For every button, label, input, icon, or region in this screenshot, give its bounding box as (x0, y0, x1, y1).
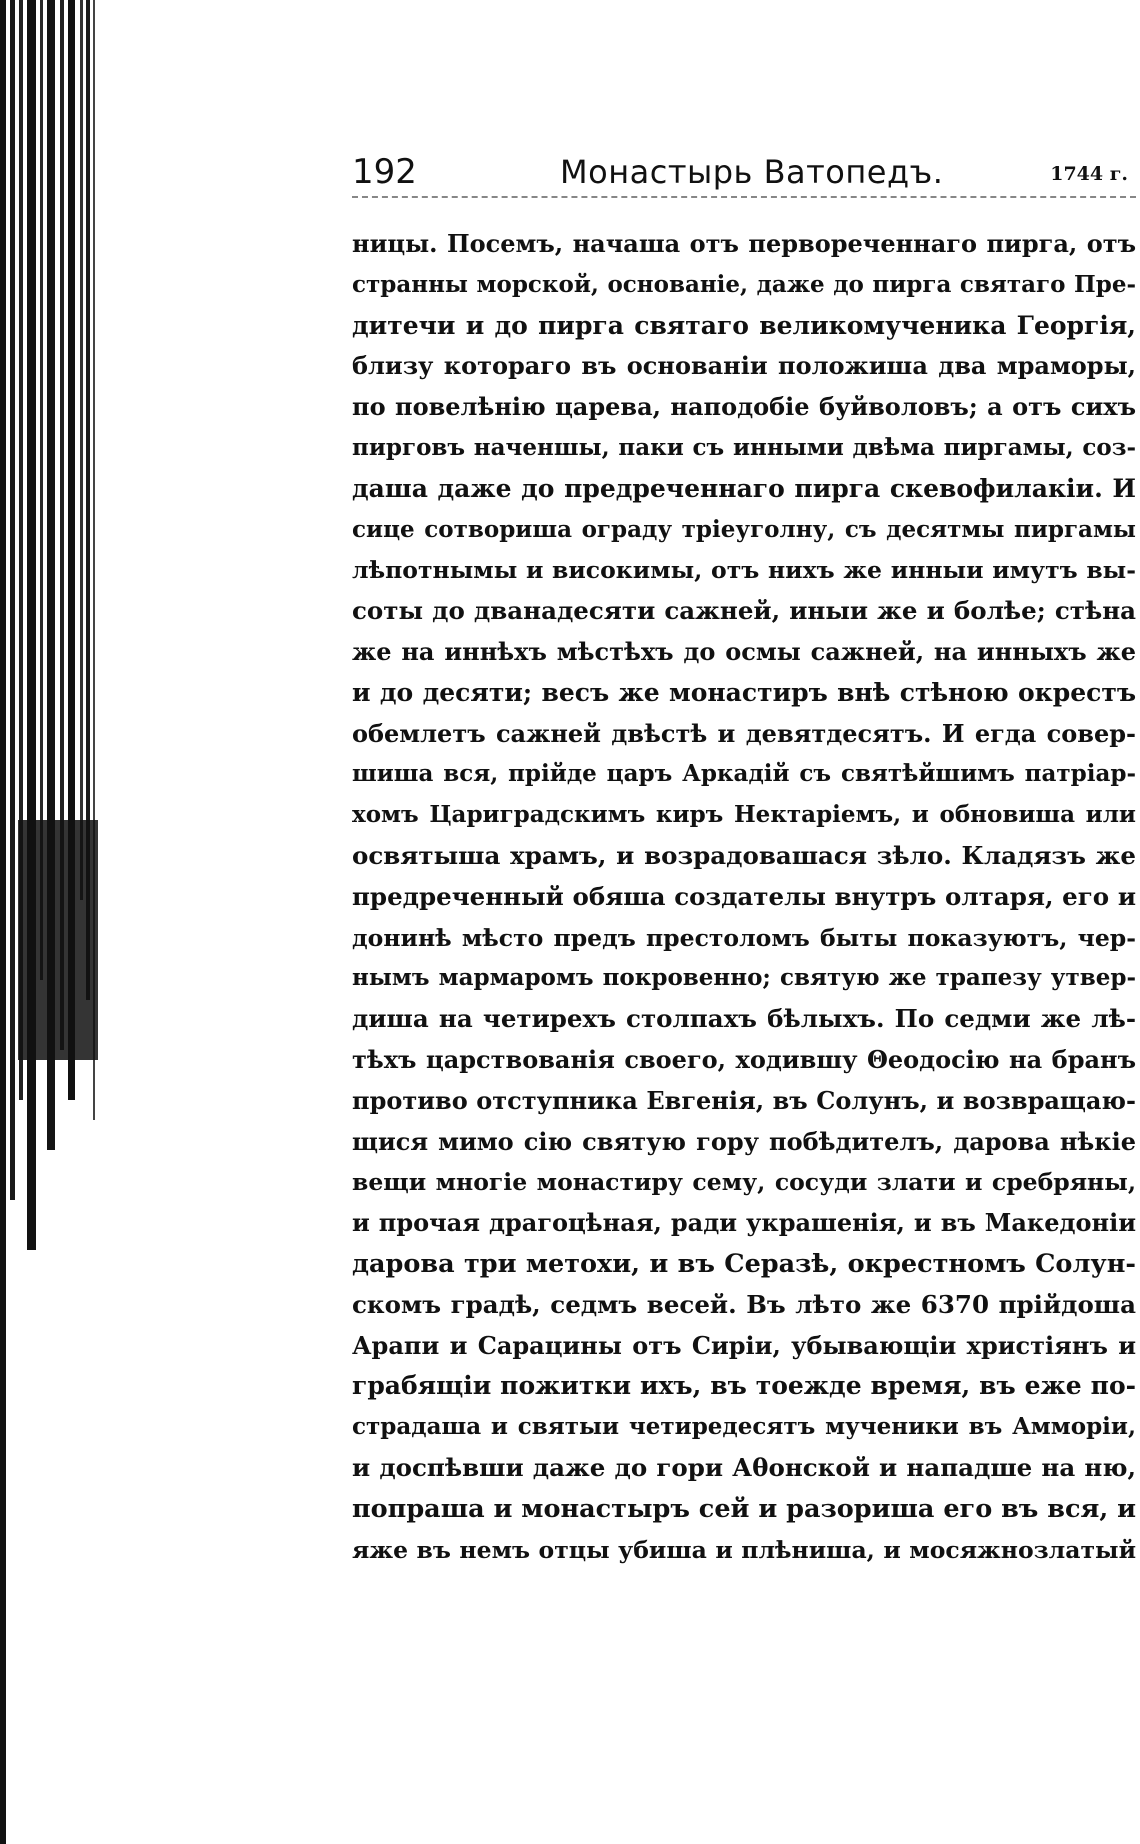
text-line: соты до дванадесяти сажней, иныи же и болѣе; стѣна (352, 596, 1136, 626)
running-title: Монастырь Ватопедъ. (560, 153, 944, 191)
text-line: и до десяти; весъ же монастиръ внѣ стѣною окрестъ (352, 677, 1136, 707)
text-line: пирговъ наченшы, паки съ инными двѣма пиргамы, соз- (352, 433, 1136, 461)
text-line: ницы. Посемъ, начаша отъ первореченнаго пирга, отъ (352, 229, 1136, 258)
text-line: освятыша храмъ, и возрадовашася зѣло. Кладязъ же (352, 840, 1136, 870)
text-line: донинѣ мѣсто предъ престоломъ быты показуютъ, чер- (352, 923, 1136, 952)
text-line: щися мимо сію святую гору побѣдителъ, дарова нѣкіе (352, 1126, 1136, 1156)
text-line: диша на четирехъ столпахъ бѣлыхъ. По седми же лѣ- (352, 1004, 1136, 1034)
text-line: странны морской, основаніе, даже до пирга святаго Пре- (352, 270, 1136, 298)
text-line: лѣпотнымы и високимы, отъ нихъ же инныи имутъ вы- (352, 556, 1136, 585)
text-line: обемлетъ сажней двѣстѣ и девятдесятъ. И егда совер- (352, 718, 1136, 748)
text-line: страдаша и святыи четиредесятъ мученики въ Амморіи, (352, 1413, 1136, 1441)
text-line: и прочая драгоцѣная, ради украшенія, и въ Македоніи (352, 1208, 1136, 1238)
text-line: хомъ Цариградскимъ киръ Нектаріемъ, и обновиша или (352, 801, 1136, 829)
page-header (352, 150, 1136, 194)
text-line: Арапи и Сарацины отъ Сиріи, убывающіи христіянъ и (352, 1330, 1136, 1360)
header-rule (352, 196, 1136, 200)
text-line: же на иннѣхъ мѣстѣхъ до осмы сажней, на инныхъ же (352, 636, 1136, 666)
text-line: даша даже до предреченнаго пирга скевофилакіи. И (352, 473, 1136, 503)
text-line: и доспѣвши даже до гори Аθонской и нападше на ню, (352, 1452, 1136, 1482)
header-year: 1744 г. (1050, 163, 1128, 185)
text-line: предреченный обяша создателы внутръ олтаря, его и (352, 881, 1136, 911)
body-text (352, 224, 1136, 1570)
text-line: яже въ немъ отцы убиша и плѣниша, и мосяжнозлатый (352, 1535, 1136, 1564)
text-line: дарова три метохи, и въ Серазѣ, окрестномъ Солун- (352, 1248, 1136, 1279)
text-line: тѣхъ царствованія своего, ходившу Θеодосію на бранъ (352, 1044, 1136, 1074)
text-line: сице сотвориша ограду тріеуголну, съ десятмы пиргамы (352, 515, 1136, 543)
text-line: противо отступника Евгенія, въ Солунъ, и возвращаю- (352, 1085, 1136, 1115)
text-line: грабящіи пожитки ихъ, въ тоежде время, въ еже по- (352, 1371, 1136, 1401)
text-line: дитечи и до пирга святаго великомученика Георгія, (352, 310, 1136, 340)
text-line: скомъ градѣ, седмъ весей. Въ лѣто же 6370 прійдоша (352, 1289, 1136, 1319)
text-line: попраша и монастыръ сей и разориша его въ вся, и (352, 1493, 1136, 1524)
text-line: шиша вся, прійде царъ Аркадій съ святѣйшимъ патріар- (352, 760, 1136, 788)
page-number: 192 (352, 152, 417, 192)
binding-edge-shadow (0, 0, 110, 1844)
text-line: по повелѣнію царева, наподобіе буйволовъ; а отъ сихъ (352, 392, 1136, 422)
text-line: вещи многіе монастиру сему, сосуди злати и сребряны, (352, 1168, 1136, 1197)
text-line: нымъ мармаромъ покровенно; святую же трапезу утвер- (352, 964, 1136, 992)
text-line: близу котораго въ основаніи положиша два мраморы, (352, 351, 1136, 381)
